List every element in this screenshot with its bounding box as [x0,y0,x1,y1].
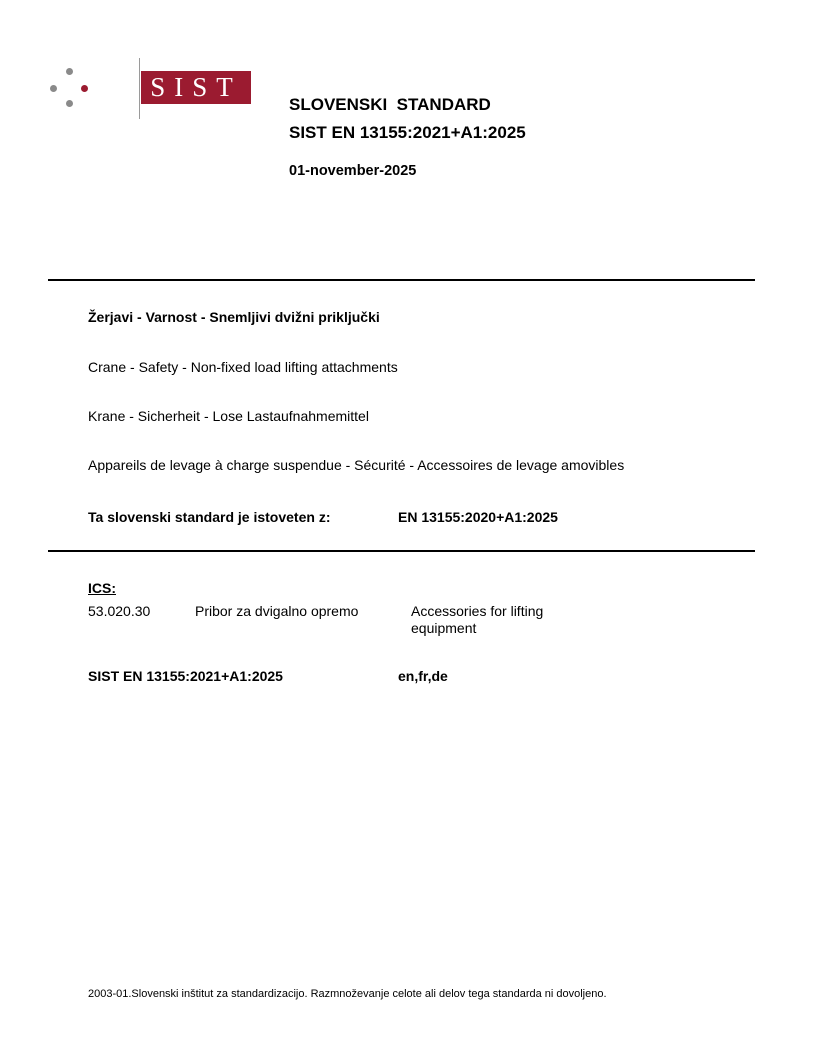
logo-wordmark: SIST [141,71,251,104]
summary-languages: en,fr,de [398,668,448,684]
title-english: Crane - Safety - Non-fixed load lifting attachments [88,359,398,375]
sist-logo [46,64,242,120]
identity-value: EN 13155:2020+A1:2025 [398,509,558,525]
copyright-footer: 2003-01.Slovenski inštitut za standardizacijo. Razmnoževanje celote ali delov tega standarda ni dovoljeno. [88,988,607,1000]
identity-label: Ta slovenski standard je istoveten z: [88,509,331,525]
logo-accent-dot-icon [81,85,88,92]
title-slovenian: Žerjavi - Varnost - Snemljivi dvižni priključki [88,309,380,325]
divider-top [48,279,755,281]
logo-dot-icon [66,100,73,107]
ics-description-slovenian: Pribor za dvigalno opremo [195,603,359,619]
title-french: Appareils de levage à charge suspendue - Sécurité - Accessoires de levage amovibles [88,457,625,473]
logo-dot-icon [66,68,73,75]
ics-description-english: Accessories for lifting equipment [411,603,544,636]
standard-id-heading: SIST EN 13155:2021+A1:2025 [289,123,526,142]
summary-standard-id: SIST EN 13155:2021+A1:2025 [88,668,283,684]
document-type-heading: SLOVENSKI STANDARD [289,95,491,114]
ics-code: 53.020.30 [88,603,151,619]
title-german: Krane - Sicherheit - Lose Lastaufnahmemittel [88,408,369,424]
logo-divider [139,58,140,119]
ics-label: ICS: [88,580,116,596]
publication-date: 01-november-2025 [289,163,417,179]
logo-dot-icon [50,85,57,92]
divider-bottom [48,550,755,552]
